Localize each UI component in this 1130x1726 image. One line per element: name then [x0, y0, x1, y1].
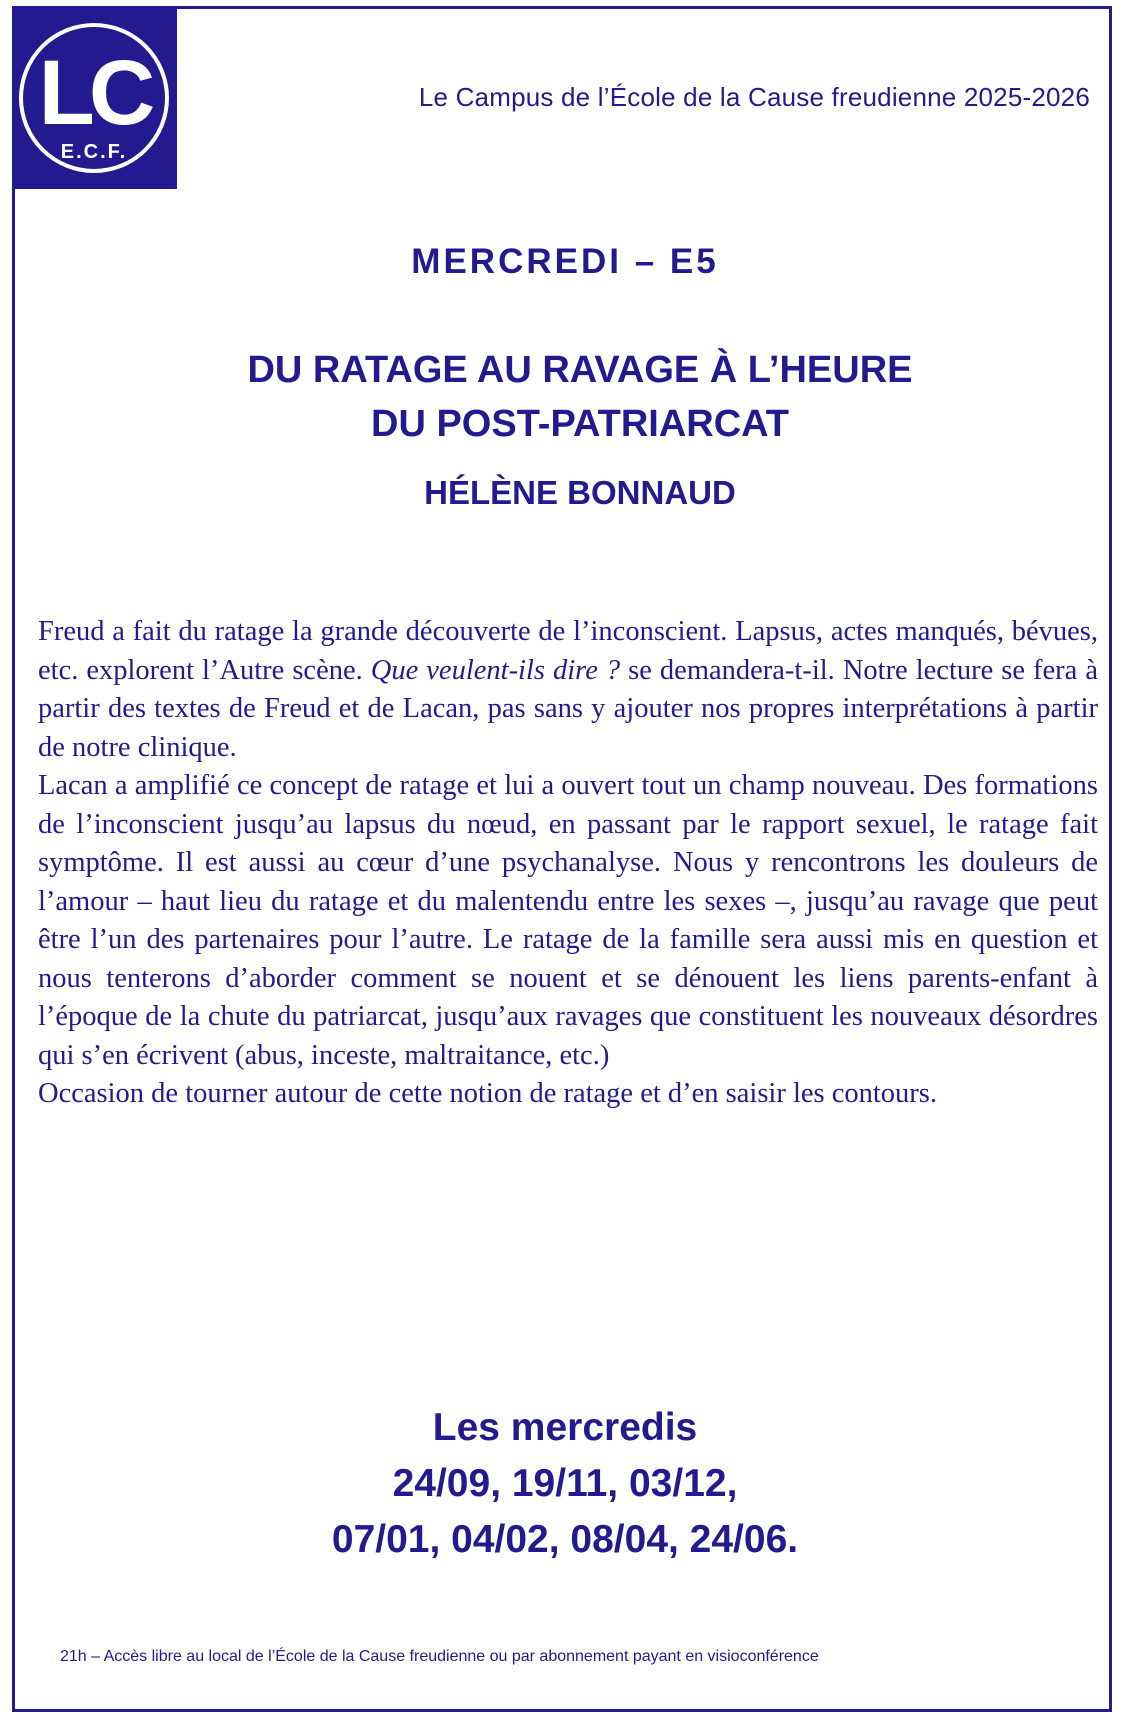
ecf-logo	[12, 6, 177, 189]
description	[38, 613, 1098, 1114]
speaker-name: HÉLÈNE BONNAUD	[424, 474, 736, 511]
campus-header: Le Campus de l’École de la Cause freudienne 2025-2026	[418, 82, 1090, 112]
session-day: MERCREDI – E5	[411, 242, 719, 281]
session-title	[0, 343, 1130, 451]
access-info: 21h – Accès libre au local de l’École de la Cause freudienne ou par abonnement payant en visioconférence	[60, 1648, 819, 1665]
session-title-line-1: DU RATAGE AU RAVAGE À L’HEURE	[247, 349, 913, 391]
dates-heading: Les mercredis	[432, 1406, 698, 1449]
description-paragraph-3: Occasion de tourner autour de cette notion de ratage et d’en saisir les contours.	[38, 1078, 938, 1109]
p1-italic-quote: Que veulent-ils dire ?	[370, 654, 621, 686]
logo-letters: LC	[38, 42, 150, 144]
logo-subtitle: E.C.F.	[60, 141, 128, 163]
dates-line-2: 07/01, 04/02, 08/04, 24/06.	[331, 1518, 799, 1561]
ecf-logo-icon	[12, 6, 177, 189]
description-paragraph-2: Lacan a amplifié ce concept de ratage et lui a ouvert tout un champ nouveau. Des formations de l’inconscient jusqu’au lapsus du nœud, en passant par le rapport sexuel, le ratage fait symptôme. Il est aussi au cœur d’une psychanalyse. Nous y rencontrons les douleurs de l’amour – haut lieu du ratage et du malentendu entre les sexes –, jusqu’au ravage que peut être l’un des partenaires pour l’autre. Le ratage de la famille sera aussi mis en question et nous tenterons d’aborder comment se nouent et se dénouent les liens parents-enfant à l’époque de la chute du patriarcat, jusqu’aux ravages que constituent les nouveaux désordres qui s’en écrivent (abus, inceste, maltraitance, etc.)	[38, 770, 1098, 1071]
session-title-line-2: DU POST-PATRIARCAT	[371, 403, 789, 445]
description-paragraph-1	[38, 613, 1098, 767]
p1-text-after: se demandera-t-il. Notre lecture se fera à partir des textes de Freud et de Lacan, pas sans y ajouter nos propres interprétations à partir de notre clinique.	[38, 654, 1098, 763]
session-dates	[0, 1400, 1130, 1568]
p1-text-before: Freud a fait du ratage la grande découverte de l’inconscient. Lapsus, actes manqués, bévues, etc. explorent l’Autre scène.	[38, 616, 1098, 686]
dates-line-1: 24/09, 19/11, 03/12,	[392, 1462, 738, 1505]
